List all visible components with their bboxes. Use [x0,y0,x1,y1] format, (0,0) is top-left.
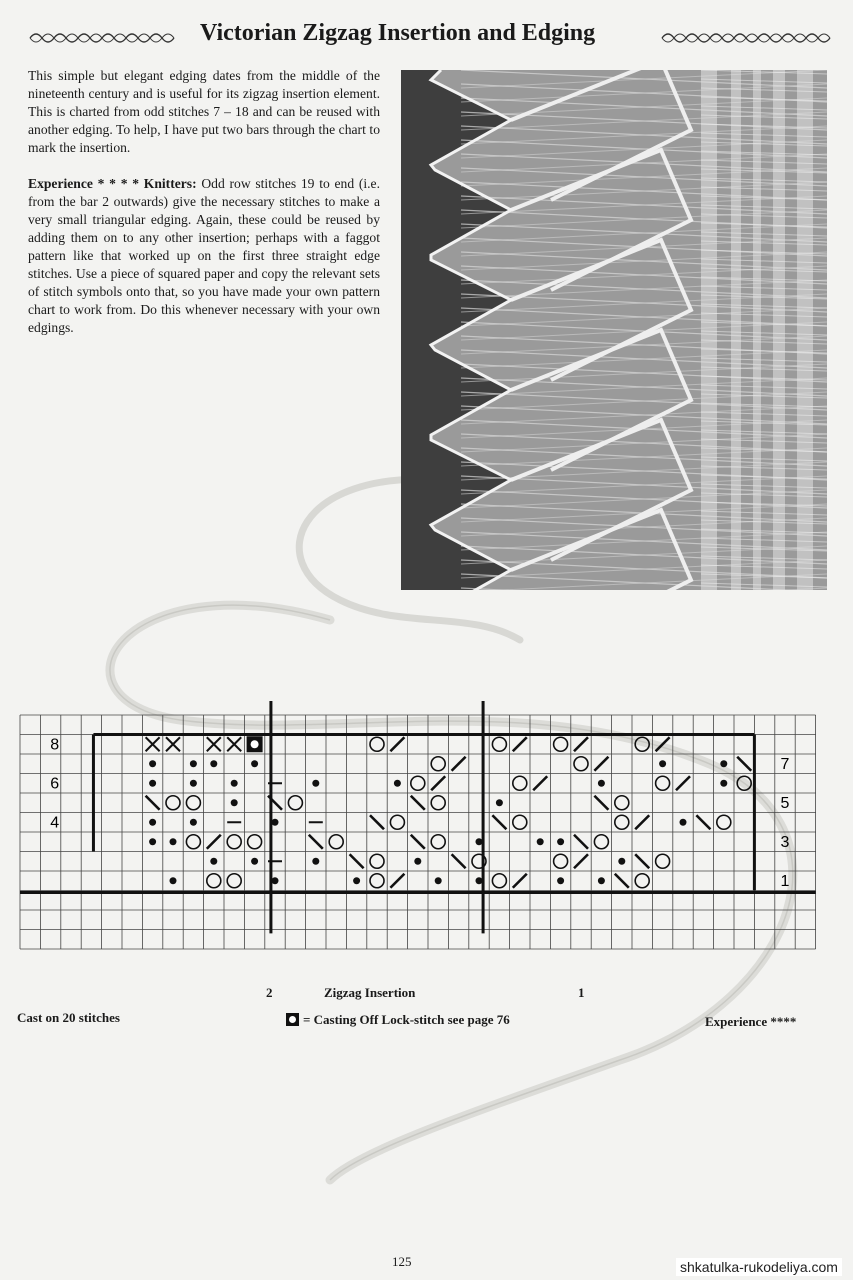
yarn-over-circle [656,854,670,868]
knit-dot [476,877,483,884]
ssk-backslash [146,796,160,810]
knit-dot [353,877,360,884]
knit-dot [720,760,727,767]
yarn-over-circle [390,815,404,829]
watermark: shkatulka-rukodeliya.com [676,1258,842,1276]
ssk-backslash [594,796,608,810]
bar-2-label: 2 [266,985,273,1000]
row-number-right: 1 [780,872,790,890]
lace-pattern-illustration [401,70,827,590]
legend [286,1012,510,1028]
yarn-over-circle [370,874,384,888]
row-number-right: 7 [780,755,790,773]
ssk-backslash [350,854,364,868]
yarn-over-circle [288,796,302,810]
row-number-left: 8 [50,736,60,754]
k2tog-slash [533,776,547,790]
yarn-over-circle [227,874,241,888]
k2tog-slash [574,854,588,868]
yarn-over-circle [717,815,731,829]
yarn-over-circle [186,796,200,810]
intro-paragraph-2-text: Odd row stitches 19 to end (i.e. from the bar 2 outwards) give the necessary stitches to make a very small triangular edging. Again, these could be reused by adding them on to any other insertion; perhaps with a faggot pattern like that worked up on the first three straight edge stitches. Use a piece of squared paper and copy the relevant sets of stitch symbols onto that, so you have made your own pattern chart to work from. Do this whenever necessary with your own edgings. [28,176,380,335]
yarn-over-circle [513,815,527,829]
yarn-over-circle [594,835,608,849]
yarn-over-circle [227,835,241,849]
ssk-backslash [370,815,384,829]
knit-dot [720,780,727,787]
page-number: 125 [392,1254,412,1269]
bar-1-label: 1 [578,985,585,1000]
knit-dot [537,838,544,845]
yarn-over-circle [492,874,506,888]
knitting-chart [0,700,853,990]
yarn-over-circle [615,796,629,810]
ssk-backslash [452,854,466,868]
knit-dot [272,877,279,884]
knit-dot [149,760,156,767]
k2tog-slash [452,757,466,771]
k2tog-slash [594,757,608,771]
knit-dot [231,780,238,787]
knit-dot [149,780,156,787]
knit-dot [149,838,156,845]
ssk-backslash [492,815,506,829]
yarn-over-circle [615,815,629,829]
yarn-over-circle [207,874,221,888]
row-number-right: 5 [780,794,790,812]
knit-dot [170,877,177,884]
knit-dot [272,819,279,826]
knit-dot [557,838,564,845]
yarn-over-circle [554,854,568,868]
knit-dot [476,838,483,845]
k2tog-slash [431,776,445,790]
knit-dot [312,858,319,865]
yarn-over-circle [370,854,384,868]
lace-edging-photo [401,70,827,590]
yarn-over-circle [186,835,200,849]
yarn-over-circle [370,737,384,751]
straight-edge-strip [773,70,785,590]
experience-rating: Experience **** [705,1014,797,1029]
intro-paragraph-2 [28,175,380,337]
intro-text [28,67,380,355]
knit-dot [251,760,258,767]
knit-dot [496,799,503,806]
yarn-over-circle [431,757,445,771]
knit-dot [210,858,217,865]
knit-dot [598,877,605,884]
k2tog-slash [390,874,404,888]
yarn-over-circle [431,796,445,810]
knit-dot [251,858,258,865]
straight-edge-strip [701,70,717,590]
ssk-backslash [574,835,588,849]
k2tog-slash [574,737,588,751]
ssk-backslash [309,835,323,849]
knit-dot [210,760,217,767]
yarn-over-circle [635,874,649,888]
lock-stitch-dot [251,740,259,748]
yarn-over-circle [554,737,568,751]
ssk-backslash [411,796,425,810]
knit-dot [414,858,421,865]
row-number-right: 3 [780,833,790,851]
knit-dot [659,760,666,767]
yarn-over-circle [431,835,445,849]
k2tog-slash [513,737,527,751]
knit-dot [435,877,442,884]
knit-dot [231,799,238,806]
yarn-over-circle [737,776,751,790]
ssk-backslash [635,854,649,868]
k2tog-slash [390,737,404,751]
experience-label: Experience * * * * Knitters: [28,176,197,191]
yarn-over-circle [329,835,343,849]
row-number-left: 4 [50,814,60,832]
knit-dot [190,760,197,767]
lock-stitch-symbol-icon [286,1013,299,1026]
yarn-over-circle [492,737,506,751]
k2tog-slash [513,874,527,888]
knit-dot [170,838,177,845]
k2tog-slash [676,776,690,790]
k2tog-slash [656,737,670,751]
knit-dot [190,780,197,787]
k2tog-slash [207,835,221,849]
ssk-backslash [737,757,751,771]
knit-dot [190,819,197,826]
knit-dot [312,780,319,787]
yarn-over-circle [635,737,649,751]
ssk-backslash [615,874,629,888]
chart-title: Zigzag Insertion [324,985,416,1000]
yarn-over-circle [513,776,527,790]
knit-dot [598,780,605,787]
ssk-backslash [696,815,710,829]
knit-dot [149,819,156,826]
yarn-over-circle [248,835,262,849]
cast-on-note: Cast on 20 stitches [17,1010,120,1025]
knit-dot [680,819,687,826]
straight-edge-strip [797,70,813,590]
legend-text: = Casting Off Lock-stitch see page 76 [303,1012,510,1027]
yarn-over-circle [574,757,588,771]
straight-edge-strip [753,70,761,590]
row-number-left: 6 [50,775,60,793]
k2tog-slash [635,815,649,829]
yarn-over-circle [656,776,670,790]
ssk-backslash [411,835,425,849]
intro-paragraph-1: This simple but elegant edging dates from the middle of the nineteenth century and is useful for its zigzag insertion element. This is charted from odd stitches 7 – 18 and can be reused with another edging. To help, I have put two bars through the chart to mark the insertion. [28,68,380,155]
knit-dot [618,858,625,865]
yarn-over-circle [166,796,180,810]
page-title: Victorian Zigzag Insertion and Edging [200,20,596,46]
knit-dot [394,780,401,787]
knit-dot [557,877,564,884]
yarn-over-circle [411,776,425,790]
